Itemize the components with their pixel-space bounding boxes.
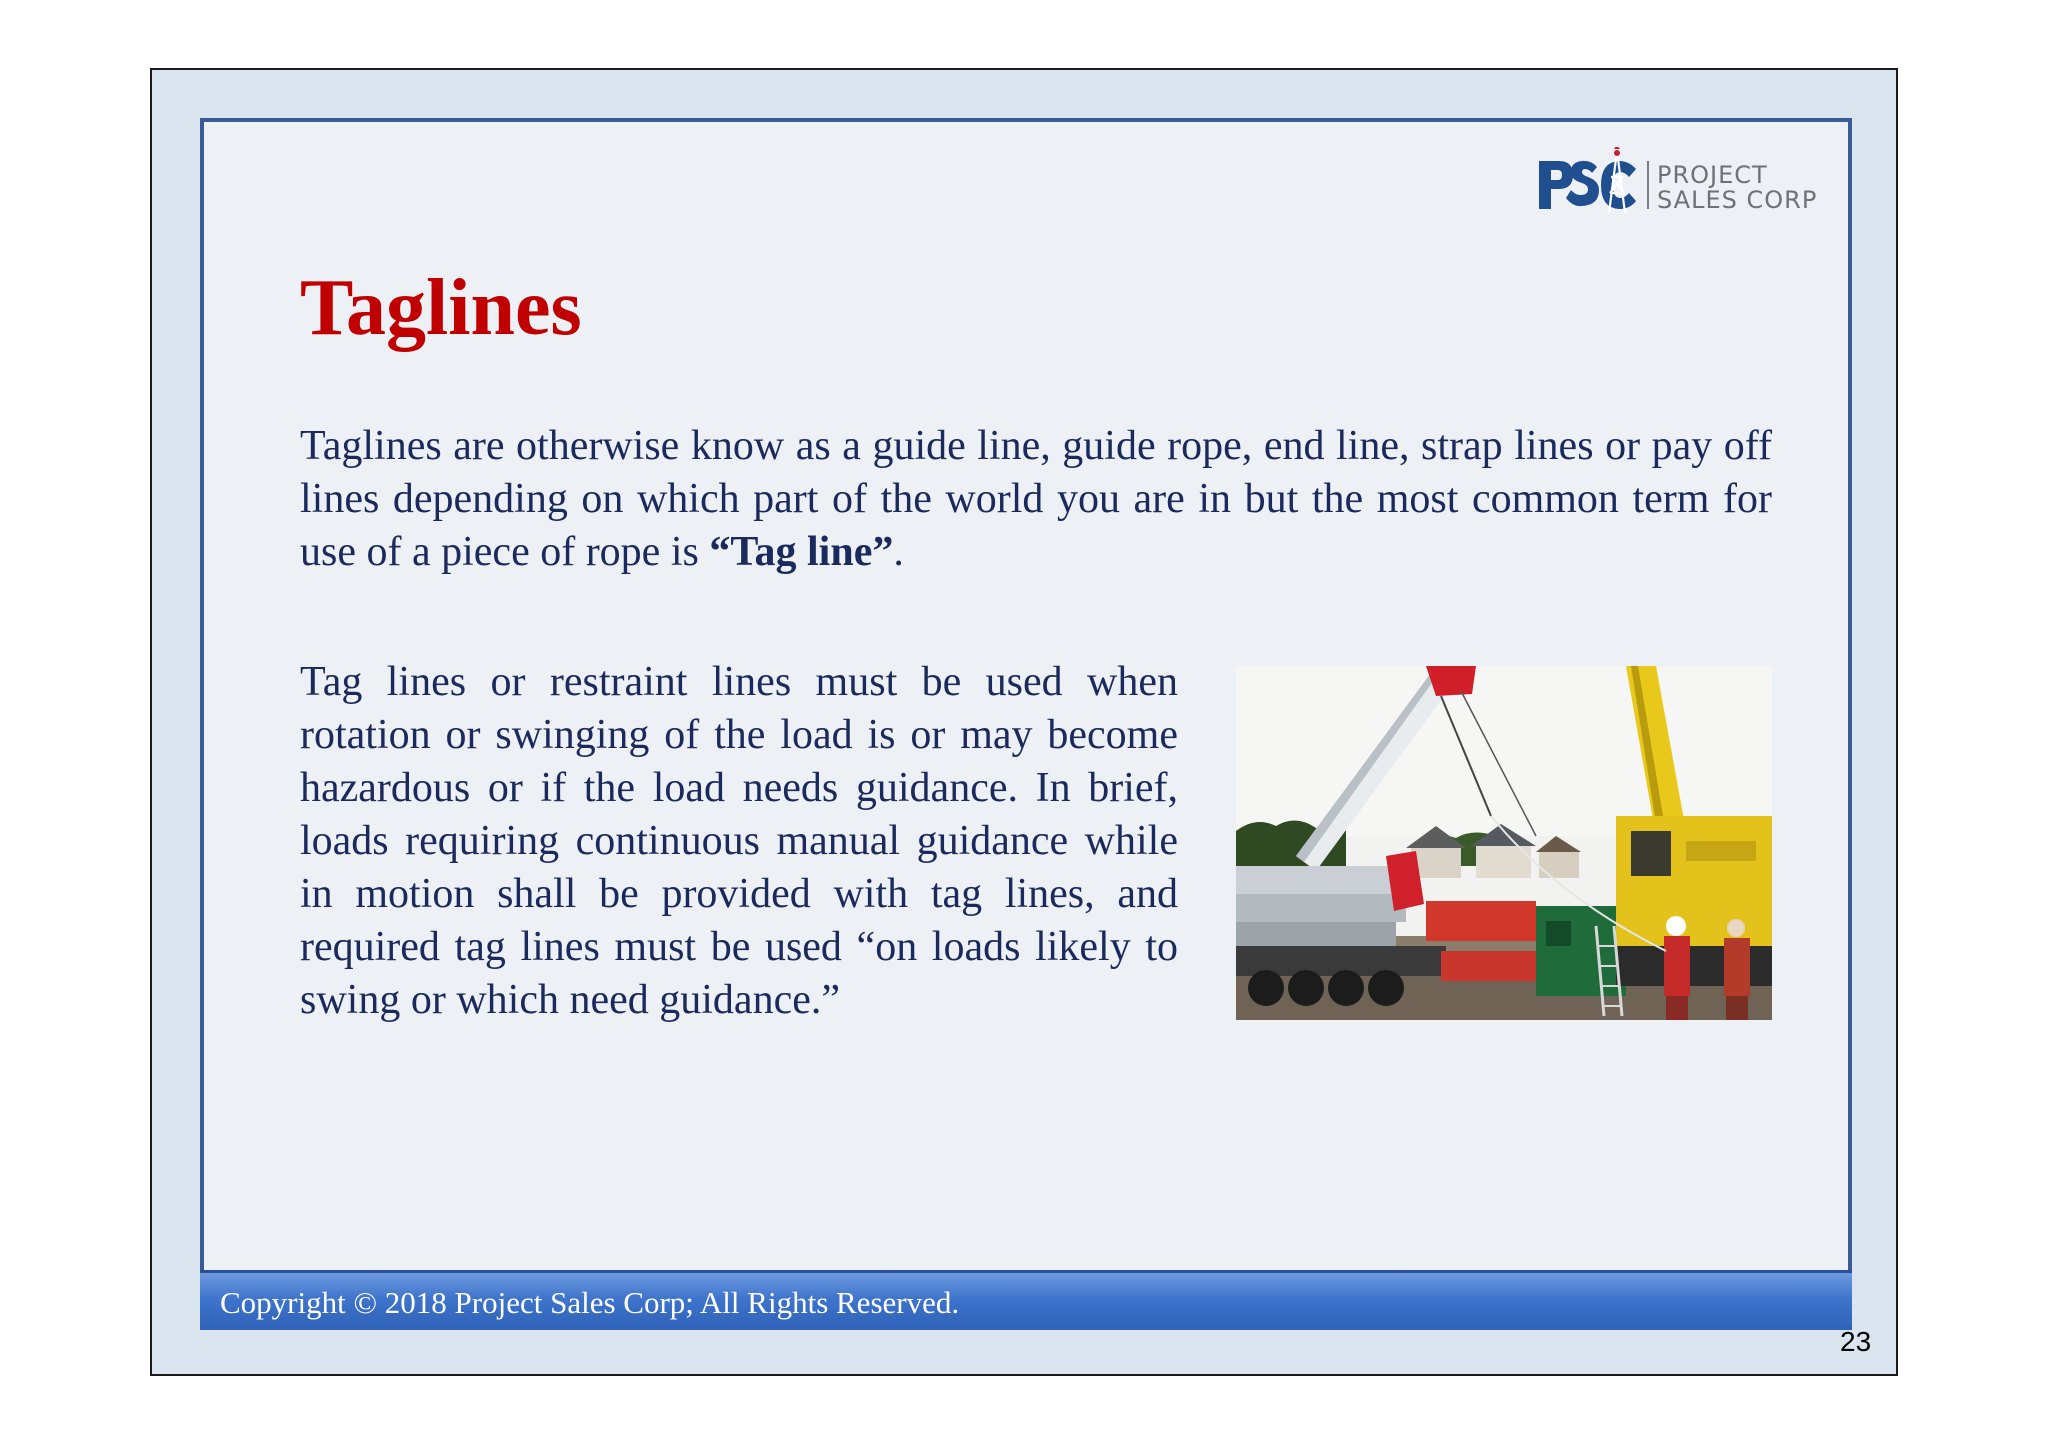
tag-line-emphasis: “Tag line” [709, 529, 894, 575]
intro-paragraph-text: Taglines are otherwise know as a guide line, guide rope, end line, strap lines or pay off lines depending on which part of the world you are in but the most common term for use of a piece of rope is [300, 423, 1772, 575]
psc-logo-icon [1535, 147, 1640, 219]
logo-divider [1647, 161, 1649, 209]
usage-paragraph: Tag lines or restraint lines must be used when rotation or swinging of the load is or may become hazardous or if the load needs guidance. In brief, loads requiring continuous manual guidance while in motion shall be provided with tag lines, and required tag lines must be used “on loads likely to swing or which need guidance.” [300, 659, 1178, 1023]
page-number: 23 [1840, 1326, 1872, 1357]
copyright-text: Copyright © 2018 Project Sales Corp; All Rights Reserved. [220, 1285, 960, 1320]
company-logo [1535, 147, 1835, 219]
slide-title: Taglines [300, 264, 582, 352]
logo-line-1: PROJECT [1657, 161, 1768, 189]
crane-photo-illustration [1236, 666, 1772, 1020]
crane-tagline-photo [1236, 666, 1772, 1020]
footer-bar [200, 1270, 1852, 1330]
intro-paragraph [300, 420, 1772, 579]
intro-paragraph-end: . [893, 529, 904, 575]
logo-wordmark [1657, 163, 1817, 213]
logo-line-2: SALES CORP [1657, 186, 1818, 214]
